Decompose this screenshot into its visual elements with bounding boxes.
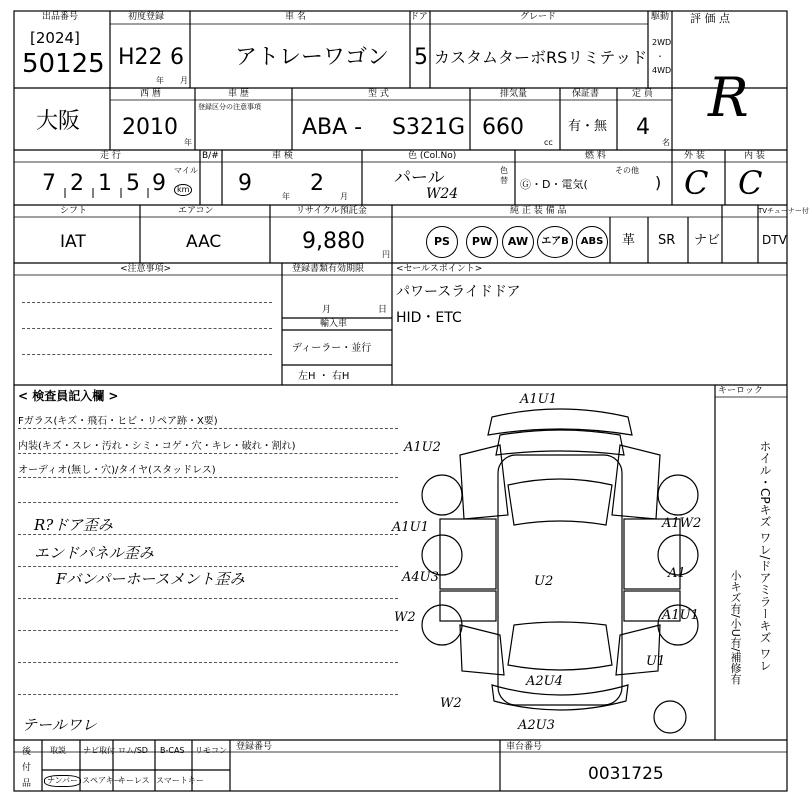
mark-right-rear: A1U1 <box>662 608 699 623</box>
fuel-options: Ⓖ・D・電気( <box>520 178 588 191</box>
footer-item-plate: ナンバー <box>44 775 81 787</box>
interior-label: 内 装 <box>744 151 765 161</box>
year-unit: 年 <box>156 76 164 85</box>
caution-label: <注意事項> <box>120 264 172 274</box>
note-line <box>22 302 272 303</box>
mark-rear-bumper: A2U3 <box>518 718 555 733</box>
exterior: C <box>684 164 709 202</box>
color-label: 色 (Col.No) <box>408 151 457 161</box>
shift-label: シフト <box>60 206 88 216</box>
key-lock-label: キーロック <box>718 386 763 396</box>
mark-front: A1U1 <box>520 392 557 407</box>
warranty-label: 保証書 <box>572 89 600 99</box>
inspector-title: < 検査員記入欄 > <box>18 389 119 403</box>
doors: 5 <box>414 45 428 70</box>
aftermarket-label: 後付品 <box>22 747 32 789</box>
inspection-year: 9 <box>238 171 252 196</box>
history-note: 登録区分の注意事項 <box>198 103 261 111</box>
grade: カスタムターボRSリミテッド <box>434 48 648 67</box>
mark-left-rear: W2 <box>394 610 416 625</box>
mark-front-left: A1U2 <box>404 440 441 455</box>
western-year: 2010 <box>122 115 178 140</box>
footer-item-smart-key: スマートキー <box>156 776 204 785</box>
equip-sr: SR <box>658 233 676 248</box>
inspector-line-3: オーディオ(無し・穴)/タイヤ(スタッドレス) <box>18 465 216 476</box>
fuel-label: 燃 料 <box>585 151 606 161</box>
yen-unit: 円 <box>382 250 390 259</box>
legend-vertical: ホイル・CPキズ ワレ/ドアミラーキズ ワレ <box>758 440 772 672</box>
hand-note-3: Fバンパーホースメント歪み <box>56 570 245 588</box>
mile-unit: マイル <box>174 166 198 175</box>
tuner-label: TVチューナー付 <box>758 207 809 215</box>
footer-item-spare-key: スペアキー <box>82 776 122 785</box>
dealer-import: ディーラー・並行 <box>292 343 372 354</box>
mark-right-slide: A1 <box>668 566 686 581</box>
ac-label: エアコン <box>178 206 214 216</box>
cc-unit: cc <box>544 138 553 147</box>
first-reg-label: 初度登録 <box>128 12 165 22</box>
drive-4wd: 4WD <box>652 66 672 75</box>
color-change-label: 色替 <box>500 166 508 185</box>
ac: AAC <box>186 232 222 252</box>
inspector-rule <box>18 453 398 454</box>
hand-note-1: R?ドア歪み <box>34 516 113 534</box>
inspection-year-unit: 年 <box>282 192 290 201</box>
equip-navi: ナビ <box>694 233 721 248</box>
footer-item-rom: ロム/SD <box>118 746 148 755</box>
hand-note-4: テールワレ <box>22 716 97 734</box>
lock-label: B/# <box>202 151 219 161</box>
km-unit: km <box>174 184 192 196</box>
color-code: W24 <box>426 186 459 202</box>
equip-leather: 革 <box>622 233 636 248</box>
equip-abs: ABS <box>576 226 608 258</box>
inspector-line-2: 内装(キズ・スレ・汚れ・シミ・コゲ・穴・キレ・破れ・割れ) <box>18 441 296 452</box>
car-name-label: 車 名 <box>285 12 306 22</box>
car-name: アトレーワゴン <box>235 45 390 70</box>
chassis-number: 0031725 <box>588 764 664 784</box>
drive-dot: ・ <box>656 52 664 61</box>
mileage-digit-4: 5 <box>126 171 140 196</box>
reg-expiry-label: 登録書類有効期限 <box>292 264 365 274</box>
mark-right-door: A1W2 <box>662 516 702 531</box>
inspector-line-1: Fガラス(キズ・飛石・ヒビ・リペア跡・X要) <box>18 416 218 427</box>
capacity: 4 <box>636 115 650 140</box>
inspection-month: 2 <box>310 171 324 196</box>
exterior-label: 外 装 <box>684 151 705 161</box>
sales-point-2: HID・ETC <box>396 310 462 326</box>
mark-right-tail: U1 <box>646 654 666 669</box>
inspector-rule <box>18 502 398 503</box>
inspector-rule <box>18 477 398 478</box>
year-tag: [2024] <box>30 29 80 47</box>
person-unit: 名 <box>662 138 670 147</box>
chassis-label: 車台番号 <box>506 742 543 752</box>
inspector-rule <box>18 630 398 631</box>
fuel-close: ) <box>655 173 662 192</box>
rating: R <box>708 66 749 129</box>
footer-item-navi: ナビ取付 <box>83 746 115 755</box>
legend-options: 小キズ有/小U有/補修有 <box>729 570 742 685</box>
rating-label: 評 価 点 <box>690 12 730 25</box>
history-label: 車 歴 <box>228 89 249 99</box>
footer-item-keyless: キーレス <box>118 776 150 785</box>
note-line <box>22 354 272 355</box>
lot-number: 50125 <box>22 49 105 79</box>
mark-left-slide: A4U3 <box>402 570 439 585</box>
western-year-label: 西 暦 <box>140 89 161 99</box>
mileage-digit-separators <box>30 170 180 200</box>
mileage-digit-5: 9 <box>152 171 166 196</box>
inspector-rule <box>18 662 398 663</box>
model-code: S321G <box>392 115 466 140</box>
first-reg-month: 6 <box>170 45 184 70</box>
year-unit-2: 年 <box>184 138 192 147</box>
door-label: ドア <box>410 12 428 22</box>
import-label: 輸入車 <box>320 319 348 329</box>
inspection-month-unit: 月 <box>340 192 348 201</box>
inspector-rule <box>18 566 398 567</box>
note-line <box>22 328 272 329</box>
capacity-label: 定 員 <box>632 89 653 99</box>
recycle-label: リサイクル預託金 <box>296 206 367 216</box>
mark-roof: U2 <box>534 574 554 589</box>
inspector-rule <box>18 694 398 695</box>
color: パール <box>394 168 445 188</box>
grade-label: グレード <box>520 12 557 22</box>
sales-label: <セールスポイント> <box>396 264 483 274</box>
fuel-other-label: その他 <box>615 166 639 175</box>
drive-label: 駆動 <box>651 12 670 22</box>
shift: IAT <box>60 232 86 252</box>
mileage-digit-1: 7 <box>42 171 56 196</box>
mileage-digit-3: 1 <box>98 171 112 196</box>
equip-ps: PS <box>426 226 458 258</box>
mark-rear-lower: A2U4 <box>526 674 563 689</box>
reg-number-label: 登録番号 <box>236 742 273 752</box>
lot-label: 出品番号 <box>42 12 79 22</box>
reg-expiry-month: 月 <box>322 305 332 315</box>
steering: 左H ・ 右H <box>298 371 350 382</box>
interior: C <box>738 164 763 202</box>
footer-item-remote: リモコン <box>195 746 227 755</box>
first-reg-era: H22 <box>118 45 163 70</box>
model-label: 型 式 <box>368 89 389 99</box>
drive-2wd: 2WD <box>652 38 672 47</box>
sales-point-1: パワースライドドア <box>396 284 521 300</box>
mark-left-rear-wheel: W2 <box>440 696 462 711</box>
mileage-label: 走 行 <box>100 151 121 161</box>
mark-left-door: A1U1 <box>392 520 429 535</box>
equip-dtv: DTV <box>762 233 787 247</box>
equipment-label: 純 正 装 備 品 <box>510 206 567 216</box>
equip-pw: PW <box>466 226 498 258</box>
inspector-rule <box>18 428 398 429</box>
month-unit: 月 <box>180 76 188 85</box>
recycle: 9,880 <box>302 229 365 254</box>
displacement-label: 排気量 <box>500 89 528 99</box>
mileage-digit-2: 2 <box>70 171 84 196</box>
footer-item-bcas: B-CAS <box>160 746 185 755</box>
displacement: 660 <box>482 115 524 140</box>
warranty-value: 有・無 <box>568 119 608 134</box>
reg-expiry-day: 日 <box>378 305 388 315</box>
inspector-rule <box>18 598 398 599</box>
region: 大阪 <box>36 109 81 134</box>
model-prefix: ABA - <box>302 115 363 140</box>
inspection-label: 車 検 <box>272 151 293 161</box>
hand-note-2: エンドパネル歪み <box>34 544 154 562</box>
equip-aw: AW <box>502 226 534 258</box>
footer-item-manual: 取説 <box>50 746 66 755</box>
equip-airbag: エアB <box>537 226 573 258</box>
